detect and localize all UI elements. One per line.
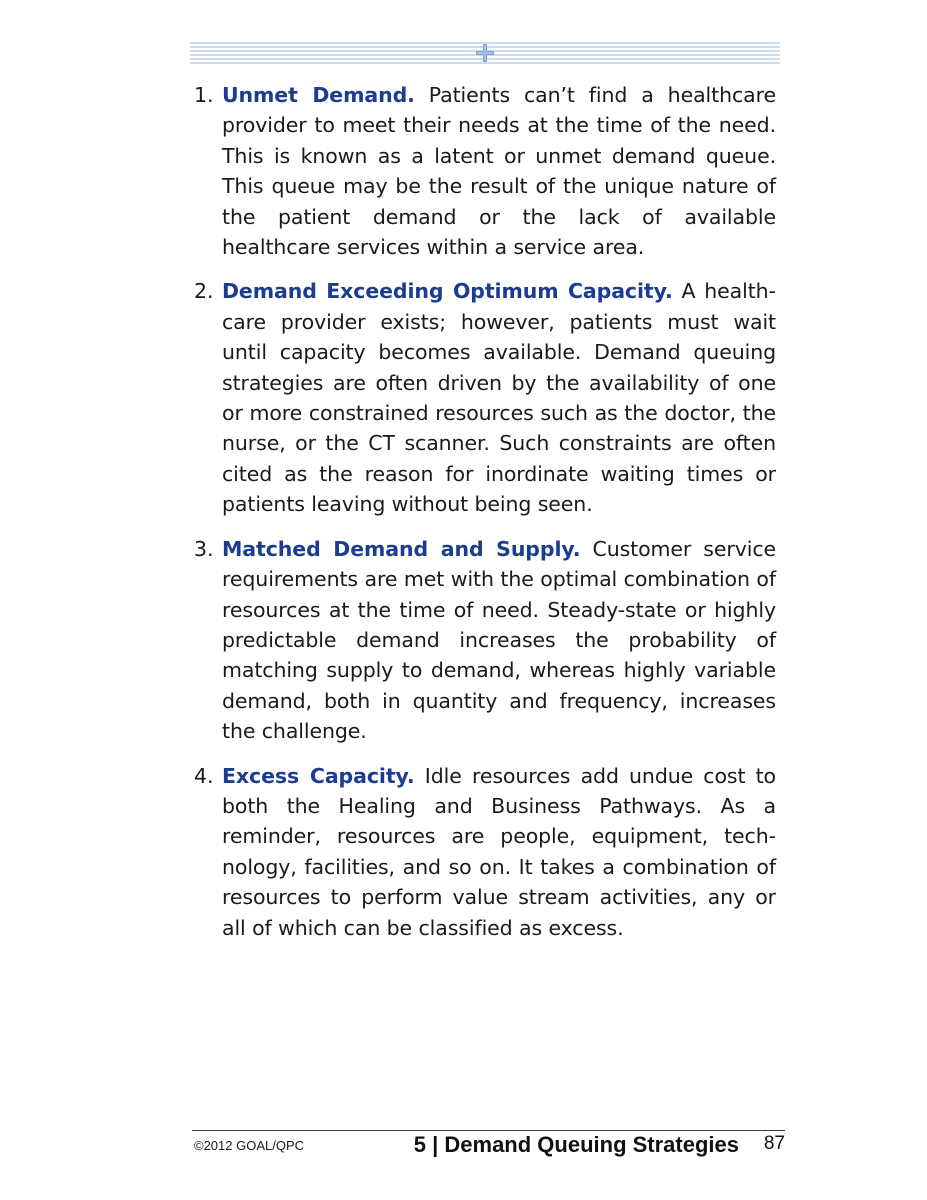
list-item-term: Unmet Demand. [222,83,415,107]
list-item-number: 4. [194,763,214,788]
page-number: 87 [763,1133,785,1154]
list-item-text: Patients can’t find a healthcare provider to meet their needs at the time of the need. This is known as a latent or unmet demand queue. This queue may be the result of the unique nature of the patient demand or the lack of available healthcare services within a service area. [222,83,776,260]
plus-ornament-icon [474,42,496,64]
page-body [192,80,776,957]
list-item-number: 3. [194,536,214,561]
page-footer [192,1128,785,1168]
list-item-number: 2. [194,279,214,304]
page-header-ornament [190,42,780,64]
copyright-notice: ©2012 GOAL/QPC [194,1138,305,1153]
list-item-text: Idle resources add undue cost to both the Healing and Business Pathways. As a reminder, resources are people, equipment, technology, facilities, and so on. It takes a combination of resources to perform value stream activities, any or all of which can be classified as excess. [222,763,776,940]
demand-list [192,80,776,943]
footer-rule [192,1130,785,1131]
list-item [192,80,776,262]
list-item-number: 1. [194,83,214,107]
list-item-text: Customer service requirements are met with the optimal combination of resources at the time of need. Steady-state or highly predictable demand increases the probability of matching supply to demand, whereas highly variable demand, both in quantity and frequency, increases the challenge. [222,536,777,744]
list-item-term: Excess Capacity. [222,763,415,788]
list-item-term: Matched Demand and Supply. [222,536,581,561]
list-item-text: A healthcare provider exists; however, patients must wait until capacity becomes available. Demand queuing strategies are often driven by the availability of one or more constrained resources such as the doctor, the nurse, or the CT scanner. Such constraints are often cited as the reason for inordinate waiting times or patients leaving without being seen. [222,279,776,517]
list-item [192,761,776,943]
list-item [192,534,776,747]
chapter-title: 5 | Demand Queuing Strategies [413,1132,739,1157]
list-item [192,276,776,519]
list-item-term: Demand Exceeding Optimum Capacity. [222,279,673,304]
